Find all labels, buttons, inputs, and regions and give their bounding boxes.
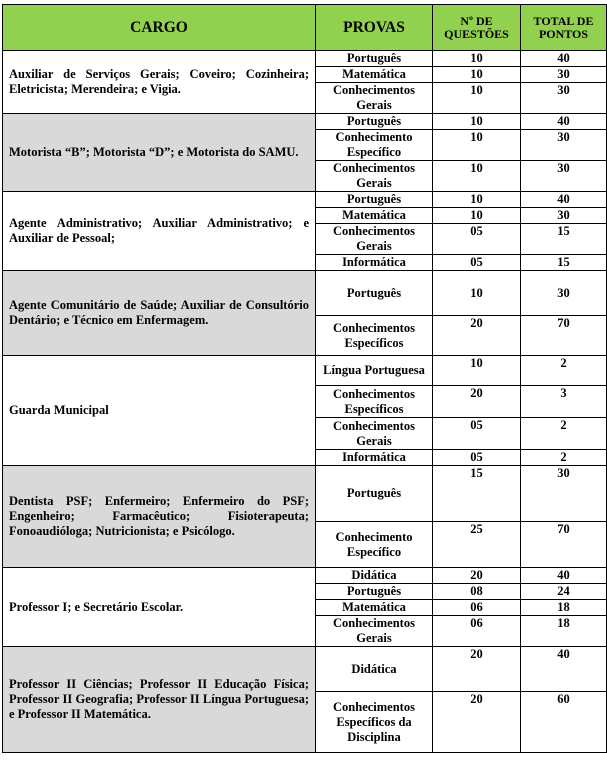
- pontos-cell: 30: [521, 466, 607, 522]
- header-provas: PROVAS: [316, 5, 433, 51]
- table-row: [3, 51, 607, 67]
- pontos-cell: 60: [521, 692, 607, 753]
- pontos-cell: 70: [521, 522, 607, 568]
- questoes-cell: 20: [433, 568, 521, 584]
- table-row: [3, 568, 607, 584]
- pontos-cell: 30: [521, 161, 607, 192]
- cargo-cell: Professor II Ciências; Professor II Educação Física; Professor II Geografia; Professor II Língua Portuguesa; e Professor II Matemática.: [3, 647, 316, 753]
- pontos-cell: 40: [521, 647, 607, 692]
- prova-cell: Conhecimentos Gerais: [316, 418, 433, 450]
- prova-cell: Português: [316, 114, 433, 130]
- prova-cell: Conhecimentos Específicos da Disciplina: [316, 692, 433, 753]
- pontos-cell: 18: [521, 616, 607, 647]
- questoes-cell: 05: [433, 418, 521, 450]
- table-row: [3, 114, 607, 130]
- header-pontos: TOTAL DE PONTOS: [521, 5, 607, 51]
- questoes-cell: 10: [433, 192, 521, 208]
- pontos-cell: 30: [521, 208, 607, 224]
- questoes-cell: 10: [433, 208, 521, 224]
- prova-cell: Conhecimento Específico: [316, 522, 433, 568]
- table-row: [3, 192, 607, 208]
- pontos-cell: 15: [521, 224, 607, 255]
- cargo-cell: Professor I; e Secretário Escolar.: [3, 568, 316, 647]
- prova-cell: Matemática: [316, 208, 433, 224]
- pontos-cell: 2: [521, 450, 607, 466]
- questoes-cell: 10: [433, 114, 521, 130]
- header-cargo: CARGO: [3, 5, 316, 51]
- table-row: [3, 271, 607, 316]
- table-row: [3, 356, 607, 386]
- pontos-cell: 30: [521, 130, 607, 161]
- pontos-cell: 18: [521, 600, 607, 616]
- questoes-cell: 05: [433, 255, 521, 271]
- pontos-cell: 30: [521, 67, 607, 83]
- prova-cell: Português: [316, 584, 433, 600]
- cargo-cell: Guarda Municipal: [3, 356, 316, 466]
- prova-cell: Português: [316, 466, 433, 522]
- header-questoes: Nº DE QUESTÕES: [433, 5, 521, 51]
- pontos-cell: 30: [521, 83, 607, 114]
- questoes-cell: 10: [433, 67, 521, 83]
- prova-cell: Informática: [316, 255, 433, 271]
- prova-cell: Conhecimento Específico: [316, 130, 433, 161]
- header-row: [3, 5, 607, 51]
- prova-cell: Conhecimentos Gerais: [316, 616, 433, 647]
- questoes-cell: 08: [433, 584, 521, 600]
- pontos-cell: 2: [521, 356, 607, 386]
- questoes-cell: 05: [433, 450, 521, 466]
- prova-cell: Conhecimentos Gerais: [316, 83, 433, 114]
- questoes-cell: 10: [433, 130, 521, 161]
- cargo-cell: Dentista PSF; Enfermeiro; Enfermeiro do PSF; Engenheiro; Farmacêutico; Fisioterapeuta; Fonoaudióloga; Nutricionista; e Psicólogo.: [3, 466, 316, 568]
- pontos-cell: 40: [521, 114, 607, 130]
- pontos-cell: 40: [521, 568, 607, 584]
- questoes-cell: 05: [433, 224, 521, 255]
- pontos-cell: 40: [521, 192, 607, 208]
- questoes-cell: 10: [433, 356, 521, 386]
- questoes-cell: 20: [433, 386, 521, 418]
- questoes-cell: 10: [433, 161, 521, 192]
- prova-cell: Língua Portuguesa: [316, 356, 433, 386]
- pontos-cell: 15: [521, 255, 607, 271]
- prova-cell: Português: [316, 192, 433, 208]
- pontos-cell: 30: [521, 271, 607, 316]
- pontos-cell: 40: [521, 51, 607, 67]
- prova-cell: Didática: [316, 568, 433, 584]
- prova-cell: Conhecimentos Específicos: [316, 386, 433, 418]
- table-row: [3, 466, 607, 522]
- pontos-cell: 24: [521, 584, 607, 600]
- prova-cell: Português: [316, 271, 433, 316]
- pontos-cell: 2: [521, 418, 607, 450]
- prova-cell: Conhecimentos Específicos: [316, 316, 433, 356]
- questoes-cell: 20: [433, 692, 521, 753]
- questoes-cell: 25: [433, 522, 521, 568]
- prova-cell: Português: [316, 51, 433, 67]
- prova-cell: Matemática: [316, 67, 433, 83]
- table-row: [3, 647, 607, 692]
- cargo-cell: Auxiliar de Serviços Gerais; Coveiro; Cozinheira; Eletricista; Merendeira; e Vigia.: [3, 51, 316, 114]
- cargo-cell: Agente Administrativo; Auxiliar Administrativo; e Auxiliar de Pessoal;: [3, 192, 316, 271]
- prova-cell: Conhecimentos Gerais: [316, 161, 433, 192]
- questoes-cell: 20: [433, 316, 521, 356]
- questoes-cell: 10: [433, 271, 521, 316]
- prova-cell: Conhecimentos Gerais: [316, 224, 433, 255]
- questoes-cell: 06: [433, 616, 521, 647]
- questoes-cell: 06: [433, 600, 521, 616]
- pontos-cell: 3: [521, 386, 607, 418]
- questoes-cell: 10: [433, 51, 521, 67]
- questoes-cell: 10: [433, 83, 521, 114]
- provas-table: [2, 4, 607, 753]
- prova-cell: Matemática: [316, 600, 433, 616]
- questoes-cell: 15: [433, 466, 521, 522]
- cargo-cell: Agente Comunitário de Saúde; Auxiliar de Consultório Dentário; e Técnico em Enfermagem.: [3, 271, 316, 356]
- prova-cell: Didática: [316, 647, 433, 692]
- questoes-cell: 20: [433, 647, 521, 692]
- prova-cell: Informática: [316, 450, 433, 466]
- pontos-cell: 70: [521, 316, 607, 356]
- cargo-cell: Motorista “B”; Motorista “D”; e Motorista do SAMU.: [3, 114, 316, 192]
